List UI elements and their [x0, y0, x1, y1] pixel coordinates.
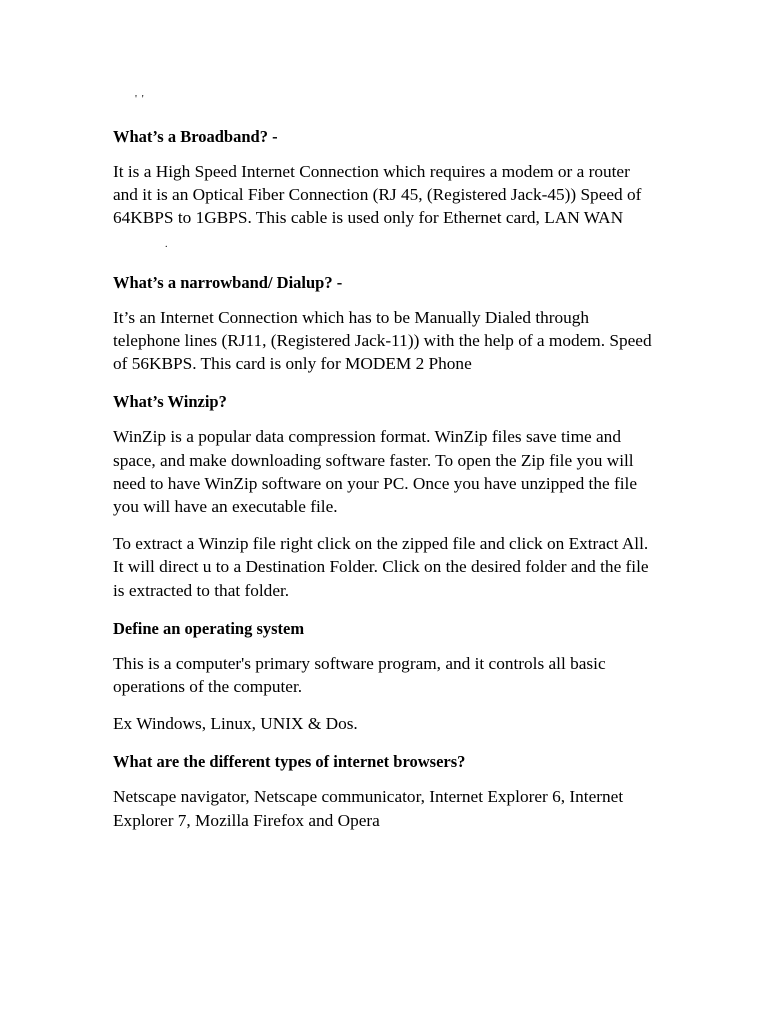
paragraph-winzip-definition: WinZip is a popular data compression format. WinZip files save time and space, and make downloading software faster. To open the Zip file you will need to have WinZip software on your PC. Once you have unzipped the file you will have an executable file. [113, 427, 637, 517]
stray-mark: ' ' [135, 93, 145, 105]
paragraph-browsers: Netscape navigator, Netscape communicator, Internet Explorer 6, Internet Explorer 7, Mozilla Firefox and Opera [113, 787, 624, 830]
section-broadband [113, 126, 658, 256]
heading-broadband: What’s a Broadband? - [113, 127, 278, 146]
paragraph-os-examples: Ex Windows, Linux, UNIX & Dos. [113, 714, 358, 734]
paragraph-narrowband: It’s an Internet Connection which has to be Manually Dialed through telephone lines (RJ11, (Registered Jack-11)) with the help of a modem. Speed of 56KBPS. This card is only for MODEM 2 Phone [113, 307, 652, 374]
heading-winzip: What’s Winzip? [113, 392, 227, 412]
document-page [113, 92, 658, 832]
paragraph-os-definition: This is a computer's primary software program, and it controls all basic operations of the computer. [113, 653, 606, 697]
section-browsers [113, 751, 658, 831]
section-winzip [113, 391, 658, 601]
heading-narrowband: What’s a narrowband/ Dialup? - [113, 272, 343, 292]
paragraph-winzip-extract: To extract a Winzip file right click on the zipped file and click on Extract All. It will direct u to a Destination Folder. Click on the desired folder and the file is extracted to that folder. [113, 534, 649, 600]
trailing-mark: . [165, 238, 168, 250]
heading-operating-system: Define an operating system [113, 618, 305, 638]
paragraph-broadband: It is a High Speed Internet Connection which requires a modem or a router and it is an Optical Fiber Connection (RJ 45, (Registered Jack-45)) Speed of 64KBPS to 1GBPS. This cable is used only for Ethernet card, LAN WAN. [113, 160, 658, 256]
section-narrowband [113, 272, 658, 376]
section-operating-system [113, 618, 658, 736]
heading-browsers: What are the different types of internet browsers? [113, 752, 466, 772]
